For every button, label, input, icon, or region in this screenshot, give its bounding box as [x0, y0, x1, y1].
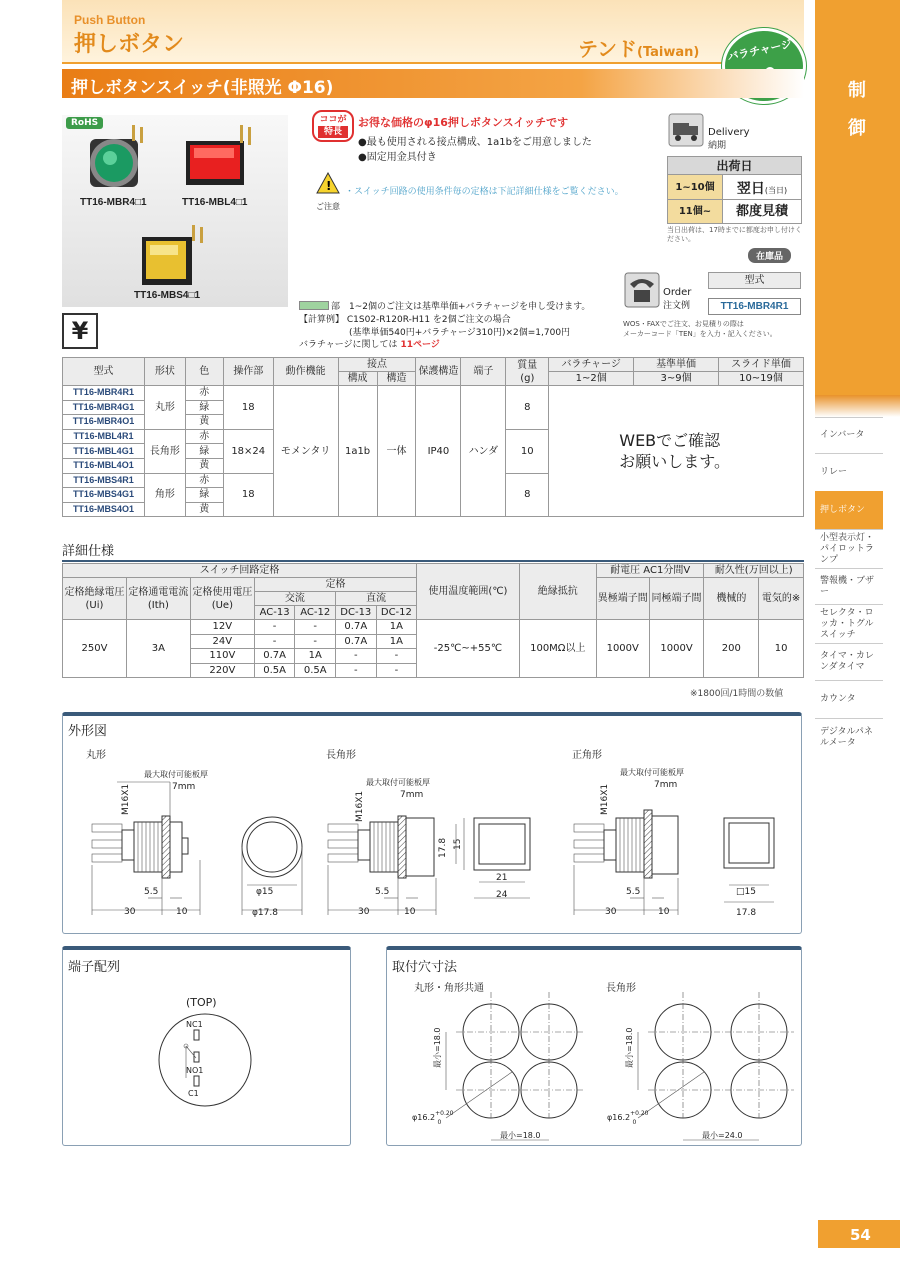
model-cell: TT16-MBS4R1 [63, 473, 145, 488]
th-function: 動作機能 [273, 358, 338, 386]
spec-title: 詳細仕様 [62, 544, 115, 559]
model-cell: TT16-MBL4R1 [63, 429, 145, 444]
rect-d15: 15 [453, 838, 463, 850]
yen-icon: ¥ [62, 313, 98, 349]
side-nav-item[interactable]: 小型表示灯・パイロットランプ [815, 529, 883, 568]
rating-cell: 1A [376, 634, 417, 649]
th-bara: バラチャージ [549, 358, 634, 372]
category-jp: 押しボタン [74, 32, 185, 57]
side-nav-item[interactable]: セレクタ・ロッカ・トグルスイッチ [815, 604, 883, 643]
th-diff: 異極端子間 [596, 578, 649, 620]
square-side-view [574, 810, 678, 915]
product-label-3: TT16-MBS4□1 [134, 290, 201, 301]
round-button-image [90, 125, 143, 187]
same-cell: 1000V [649, 620, 704, 678]
th-contact-conf: 構成 [338, 372, 377, 386]
outline-rect-label: 長角形 [326, 750, 356, 761]
order-note-2: メーカーコード「TEN」を入力・記入ください。 [623, 330, 777, 338]
terminal-cell: ハンダ [461, 386, 506, 517]
rating-cell: - [336, 663, 377, 678]
product-label-1: TT16-MBR4□1 [80, 197, 147, 208]
model-cell: TT16-MBR4G1 [63, 400, 145, 415]
side-tab-fold [815, 395, 900, 417]
order-en: Order [663, 287, 692, 298]
maker-name: テンド(Taiwan) [578, 37, 700, 61]
function-cell: モメンタリ [273, 386, 338, 517]
model-cell: TT16-MBL4O1 [63, 458, 145, 473]
cutout-v18-2: 最小=18.0 [625, 1027, 634, 1068]
web-note-cell: WEBでご確認 お願いします。 [549, 386, 804, 517]
side-nav-item[interactable]: インバータ [815, 417, 883, 453]
rating-cell: - [376, 649, 417, 664]
feature-badge-line1: ココが [319, 115, 347, 125]
contact-struct-cell: 一体 [377, 386, 416, 517]
side-tab [815, 0, 900, 395]
color-cell: 黄 [185, 502, 223, 517]
truck-icon [668, 113, 704, 147]
model-cell: TT16-MBL4G1 [63, 444, 145, 459]
rating-cell: 0.5A [254, 663, 295, 678]
outline-square-label: 正角形 [572, 750, 602, 761]
side-nav-item[interactable]: リレー [815, 453, 883, 491]
th-elec: 電気的※ [759, 578, 804, 620]
th-durability: 耐久性(万回以上) [704, 564, 804, 578]
rect-d24: 24 [496, 890, 508, 900]
th-slide-price: スライド単価 [719, 358, 804, 372]
rect-button-image [186, 125, 251, 185]
rect-side-view [328, 816, 436, 915]
rating-cell: 1A [295, 649, 336, 664]
round-phi15: φ15 [256, 887, 274, 897]
order-model-head: 型式 [708, 272, 801, 289]
spec-table [62, 563, 804, 678]
th-color: 色 [185, 358, 223, 386]
cutout-h18: 最小=18.0 [500, 1131, 541, 1140]
terminal-title: 端子配列 [68, 960, 121, 975]
rating-cell: 0.7A [336, 634, 377, 649]
mass-cell: 8 [506, 473, 549, 517]
page-link[interactable]: 11ページ [400, 340, 440, 350]
rating-cell: - [254, 620, 295, 635]
color-cell: 緑 [185, 488, 223, 503]
rect-max-plate: 最大取付可能板厚 [366, 778, 430, 787]
side-nav-item[interactable]: 押しボタン [815, 491, 883, 529]
cutout-sub1: 丸形・角形共通 [414, 983, 484, 994]
rect-d55: 5.5 [375, 887, 390, 897]
square-7mm: 7mm [654, 780, 678, 790]
square-d55: 5.5 [626, 887, 641, 897]
order-model: TT16-MBR4R1 [708, 298, 801, 315]
round-d55: 5.5 [144, 887, 159, 897]
side-nav-item[interactable]: 警報機・ブザー [815, 568, 883, 604]
color-cell: 赤 [185, 429, 223, 444]
cutout-diagram [386, 990, 802, 1146]
th-contact-struct: 構造 [377, 372, 416, 386]
delivery-jp: 納期 [708, 141, 727, 151]
th-same: 同極端子間 [649, 578, 704, 620]
price-note-3: (基準単価540円+バラチャージ310円)×2個=1,700円 [349, 328, 571, 338]
side-nav-item[interactable]: カウンタ [815, 680, 883, 718]
model-cell: TT16-MBR4R1 [63, 386, 145, 401]
th-ith: 定格通電電流 (Ith) [126, 578, 190, 620]
order-jp: 注文例 [663, 301, 691, 311]
round-d30: 30 [124, 907, 136, 917]
round-front-view [242, 817, 302, 915]
square-d30: 30 [605, 907, 617, 917]
terminal-c: C1 [188, 1089, 199, 1098]
rect-thread: M16X1 [355, 790, 365, 822]
th-model: 型式 [63, 358, 145, 386]
feature-bullet-2: ●固定用金具付き [358, 152, 437, 163]
temp-cell: -25℃~+55℃ [417, 620, 520, 678]
th-operator: 操作部 [223, 358, 273, 386]
rating-cell: 110V [190, 649, 254, 664]
shape-cell: 長角形 [144, 429, 185, 473]
square-d178: 17.8 [736, 908, 757, 918]
bara-color-swatch [299, 301, 329, 310]
th-insulation: 絶縁抵抗 [519, 564, 596, 620]
cutout-h24: 最小=24.0 [702, 1131, 743, 1140]
rating-cell: 220V [190, 663, 254, 678]
square-thread: M16X1 [600, 783, 610, 815]
rating-cell: - [376, 663, 417, 678]
th-ac12: AC-12 [295, 606, 336, 620]
page-number: 54 [850, 1226, 871, 1244]
shape-cell: 角形 [144, 473, 185, 517]
contact-conf-cell: 1a1b [338, 386, 377, 517]
terminal-no: NO1 [186, 1066, 204, 1075]
rating-cell: 0.7A [254, 649, 295, 664]
caution-label: ご注意 [316, 202, 340, 211]
rect-7mm: 7mm [400, 790, 424, 800]
th-dc13: DC-13 [336, 606, 377, 620]
protection-cell: IP40 [416, 386, 461, 517]
th-protection: 保護構造 [416, 358, 461, 386]
square-max-plate: 最大取付可能板厚 [620, 768, 684, 777]
spec-title-rule [62, 560, 804, 562]
mech-cell: 200 [704, 620, 759, 678]
delivery-same-day: (当日) [764, 186, 788, 195]
side-tab-text2: 御 [848, 118, 866, 139]
cutout-phi-1: $\varphi 16.2^{+0.20}$ 0 [412, 1110, 454, 1126]
delivery-time-1: 翌日 [736, 181, 765, 197]
delivery-qty-1: 1~10個 [668, 175, 723, 199]
operator-cell: 18 [223, 386, 273, 430]
th-ac: 交流 [254, 592, 335, 606]
th-rating: 定格 [254, 578, 416, 592]
th-qty-2: 3~9個 [634, 372, 719, 386]
side-tab-text1: 制 [848, 80, 866, 101]
category-en: Push Button [74, 13, 146, 27]
svg-text:!: ! [326, 179, 332, 193]
operator-cell: 18 [223, 473, 273, 517]
th-terminal: 端子 [461, 358, 506, 386]
th-ac13: AC-13 [254, 606, 295, 620]
rect-d10: 10 [404, 907, 416, 917]
color-cell: 赤 [185, 473, 223, 488]
model-cell: TT16-MBS4O1 [63, 502, 145, 517]
cutout-round-holes [446, 992, 584, 1140]
th-qty-3: 10~19個 [719, 372, 804, 386]
outline-round-label: 丸形 [86, 750, 106, 761]
rating-cell: 24V [190, 634, 254, 649]
ui-cell: 250V [63, 620, 127, 678]
price-note-2: 【計算例】 C1S02-R120R-H11 を2個ご注文の場合 [299, 315, 511, 325]
model-table [62, 357, 804, 517]
rect-d21: 21 [496, 873, 508, 883]
th-dc: 直流 [336, 592, 417, 606]
round-7mm: 7mm [172, 782, 196, 792]
delivery-table [667, 156, 802, 224]
th-ue: 定格使用電圧 (Ue) [190, 578, 254, 620]
caution-text: ・スイッチ回路の使用条件毎の定格は下記詳細仕様をご覧ください。 [345, 187, 624, 197]
cutout-phi-2: $\varphi 16.2^{+0.20}$ 0 [607, 1110, 649, 1126]
terminal-diagram [150, 1008, 260, 1112]
delivery-time-2: 都度見積 [735, 204, 788, 219]
ith-cell: 3A [126, 620, 190, 678]
model-cell: TT16-MBS4G1 [63, 488, 145, 503]
th-contact: 接点 [338, 358, 416, 372]
cutout-rect-holes [638, 992, 794, 1140]
rect-d30: 30 [358, 907, 370, 917]
outline-drawing [62, 760, 802, 930]
color-cell: 黄 [185, 415, 223, 430]
mass-cell: 8 [506, 386, 549, 430]
th-base-price: 基準単価 [634, 358, 719, 372]
order-note-1: WOS・FAXでご注文、お見積りの際は [623, 320, 744, 328]
feature-bullet-1: ●最も使用される接点構成、1a1bをご用意しました [358, 137, 592, 148]
stock-badge: 在庫品 [748, 248, 791, 263]
th-qty-1: 1~2個 [549, 372, 634, 386]
color-cell: 緑 [185, 444, 223, 459]
rating-cell: - [336, 649, 377, 664]
rect-d178: 17.8 [438, 837, 448, 858]
rating-cell: 1A [376, 620, 417, 635]
square-button-image [142, 225, 203, 285]
rating-cell: 0.7A [336, 620, 377, 635]
round-thread: M16X1 [121, 783, 131, 815]
bara-charge-label: バラチャージ [726, 37, 794, 64]
round-max-plate: 最大取付可能板厚 [144, 770, 208, 779]
elec-cell: 10 [759, 620, 804, 678]
model-cell: TT16-MBR4O1 [63, 415, 145, 430]
delivery-en: Delivery [708, 127, 750, 138]
feature-badge [312, 110, 354, 142]
th-mech: 機械的 [704, 578, 759, 620]
color-cell: 黄 [185, 458, 223, 473]
spec-footnote: ※1800回/1時間の数値 [690, 689, 784, 699]
caution-icon [316, 172, 340, 194]
feature-badge-line2: 特長 [318, 126, 348, 138]
th-mass: 質量 (g) [506, 358, 549, 386]
outline-title: 外形図 [68, 724, 108, 739]
th-shape: 形状 [144, 358, 185, 386]
th-withstand: 耐電圧 AC1分間V [596, 564, 704, 578]
th-dc12: DC-12 [376, 606, 417, 620]
insulation-cell: 100MΩ以上 [519, 620, 596, 678]
color-cell: 赤 [185, 386, 223, 401]
page-title: 押しボタンスイッチ(非照光 Φ16) [71, 78, 334, 98]
operator-cell: 18×24 [223, 429, 273, 473]
mass-cell: 10 [506, 429, 549, 473]
cutout-title: 取付穴寸法 [392, 960, 458, 975]
th-ui: 定格絶縁電圧 (Ui) [63, 578, 127, 620]
rating-cell: - [254, 634, 295, 649]
delivery-qty-2: 11個~ [668, 200, 723, 223]
th-circuit: スイッチ回路定格 [63, 564, 417, 578]
price-note-1: 部 1~2個のご注文は基準単価+バラチャージを申し受けます。 [331, 302, 591, 312]
rect-front-view [456, 818, 530, 898]
shape-cell: 丸形 [144, 386, 185, 430]
rating-cell: 0.5A [295, 663, 336, 678]
product-photo [62, 115, 288, 307]
diff-cell: 1000V [596, 620, 649, 678]
square-sq15: □15 [736, 887, 756, 897]
side-nav-item[interactable]: タイマ・カレンダタイマ [815, 643, 883, 680]
price-note-4: バラチャージに関しては 11ページ [299, 340, 440, 350]
square-d10: 10 [658, 907, 670, 917]
delivery-note: 当日出荷は、17時までに都度お申し付けください。 [667, 226, 802, 243]
round-d10: 10 [176, 907, 188, 917]
color-cell: 緑 [185, 400, 223, 415]
terminal-nc: NC1 [186, 1020, 203, 1029]
rating-cell: - [295, 634, 336, 649]
feature-headline: お得な価格のφ16押しボタンスイッチです [358, 116, 569, 129]
rating-cell: - [295, 620, 336, 635]
delivery-head: 出荷日 [668, 157, 801, 175]
side-nav-item[interactable]: デジタルパネルメータ [815, 718, 883, 756]
product-label-2: TT16-MBL4□1 [182, 197, 248, 208]
th-temp: 使用温度範囲(℃) [417, 564, 520, 620]
terminal-top-label: (TOP) [186, 996, 217, 1009]
phone-icon [624, 272, 660, 308]
rohs-badge: RoHS [66, 117, 103, 129]
round-phi178: φ17.8 [252, 908, 278, 918]
cutout-sub2: 長角形 [606, 983, 636, 994]
rating-cell: 12V [190, 620, 254, 635]
cutout-v18-1: 最小=18.0 [433, 1027, 442, 1068]
